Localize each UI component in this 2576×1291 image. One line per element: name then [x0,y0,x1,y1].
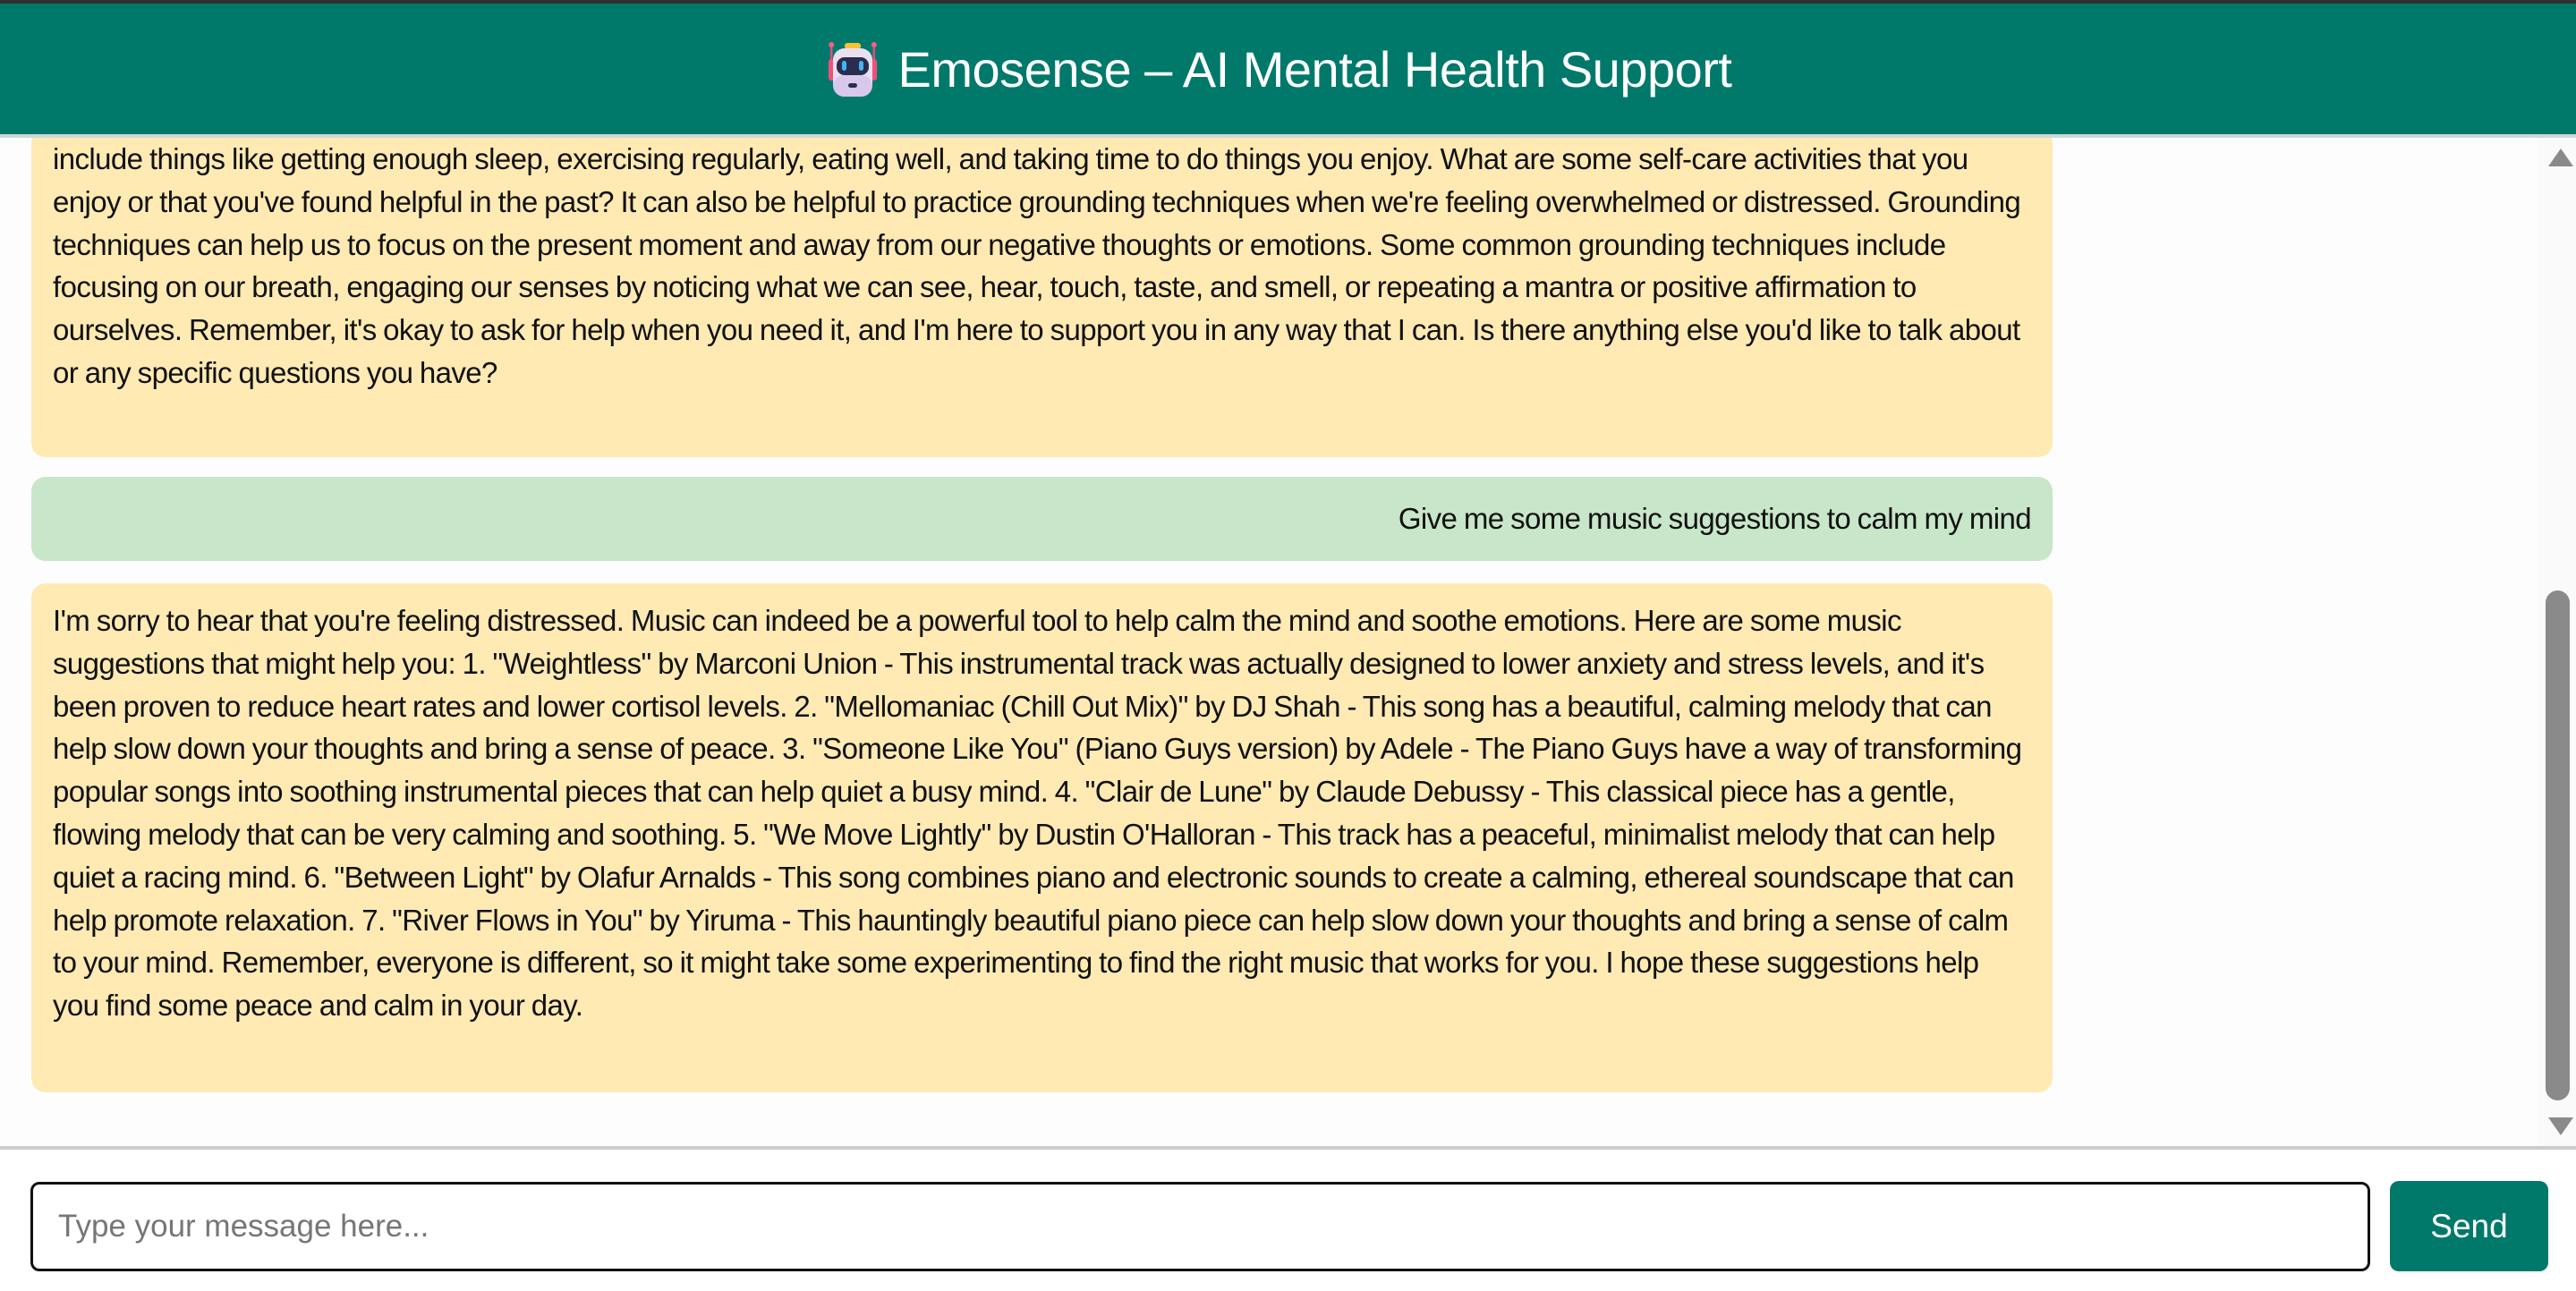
message-input[interactable] [30,1182,2370,1271]
scrollbar-thumb[interactable] [2546,590,2570,1100]
chat-scrollbar[interactable] [2538,138,2576,1146]
bot-message [31,138,2053,457]
message-input-bar [0,1150,2576,1291]
user-message [31,477,2053,561]
bot-message [31,583,2053,1092]
scroll-up-arrow-icon[interactable] [2548,149,2573,166]
scroll-down-arrow-icon[interactable] [2548,1117,2573,1135]
chat-messages-area[interactable] [0,138,2538,1146]
send-button[interactable]: Send [2390,1181,2548,1271]
robot-icon [827,39,879,98]
message-text: Give me some music suggestions to calm my mind [1398,502,2031,535]
app-title: Emosense – AI Mental Health Support [897,40,1732,98]
message-text: include things like getting enough sleep, exercising regularly, eating well, and taking time to do things you enjoy. What are some self-care activities that you enjoy or that you've found helpful in the past? It can also be helpful to practice grounding techniques when we're feeling overwhelmed or distressed. Grounding techniques can help us to focus on the present moment and away from our negative thoughts or emotions. Some common grounding techniques include focusing on our breath, engaging our senses by noticing what we can see, hear, touch, taste, and smell, or repeating a mantra or positive affirmation to ourselves. Remember, it's okay to ask for help when you need it, and I'm here to support you in any way that I can. Is there anything else you'd like to talk about or any specific questions you have? [53,142,2021,389]
app-header [0,4,2576,138]
message-text: I'm sorry to hear that you're feeling distressed. Music can indeed be a powerful tool to help calm the mind and soothe emotions. Here are some music suggestions that might help you: 1. "Weightless" by Marconi Union - This instrumental track was actually designed to lower anxiety and stress levels, and it's been proven to reduce heart rates and lower cortisol levels. 2. "Mellomaniac (Chill Out Mix)" by DJ Shah - This song has a beautiful, calming melody that can help slow down your thoughts and bring a sense of peace. 3. "Someone Like You" (Piano Guys version) by Adele - The Piano Guys have a way of transforming popular songs into soothing instrumental pieces that can help quiet a busy mind. 4. "Clair de Lune" by Claude Debussy - This classical piece has a gentle, flowing melody that can be very calming and soothing. 5. "We Move Lightly" by Dustin O'Halloran - This track has a peaceful, minimalist melody that can help quiet a racing mind. 6. "Between Light" by Olafur Arnalds - This song combines piano and electronic sounds to create a calming, ethereal soundscape that can help promote relaxation. 7. "River Flows in You" by Yiruma - This hauntingly beautiful piano piece can help slow down your thoughts and bring a sense of calm to your mind. Remember, everyone is different, so it might take some experimenting to find the right music that works for you. I hope these suggestions help you find some peace and calm in your day. [53,604,2022,1023]
header-title-group [827,39,1732,98]
